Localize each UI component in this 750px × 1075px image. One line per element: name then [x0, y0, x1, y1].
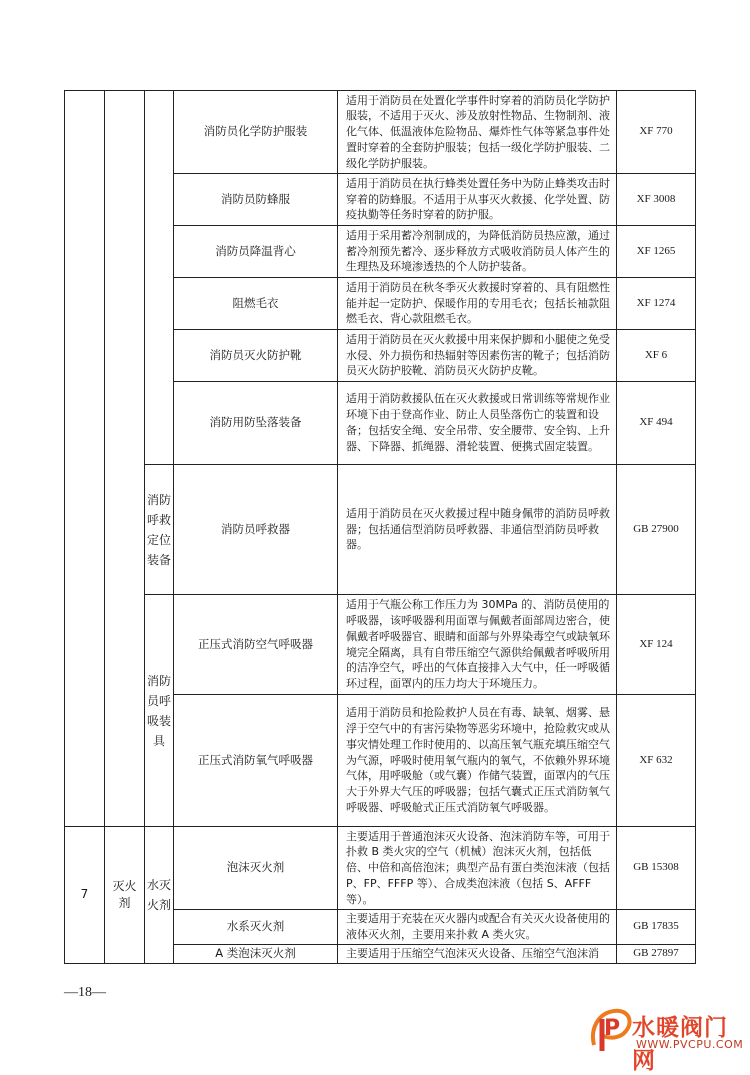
- standard-code: GB 15308: [617, 827, 696, 910]
- standard-code: XF 494: [617, 382, 696, 465]
- subcategory-cell: 消防呼救定位装备: [145, 465, 174, 595]
- table-row: [65, 91, 696, 174]
- table-row: [65, 827, 696, 910]
- standard-code: GB 27897: [617, 945, 696, 964]
- product-name: 消防员化学防护服装: [174, 91, 338, 174]
- standard-code: XF 6: [617, 330, 696, 382]
- standard-code: XF 3008: [617, 174, 696, 226]
- product-name: 阻燃毛衣: [174, 278, 338, 330]
- product-description: 适用于消防员在执行蜂类处置任务中为防止蜂类攻击时穿着的防蜂服。不适用于从事灭火救援、化学处置、防疫执勤等任务时穿着的防护服。: [338, 174, 617, 226]
- product-name: 消防员灭火防护靴: [174, 330, 338, 382]
- product-name: A 类泡沫灭火剂: [174, 945, 338, 964]
- standard-code: XF 770: [617, 91, 696, 174]
- svg-text:P: P: [604, 1016, 621, 1041]
- standard-code: XF 124: [617, 595, 696, 695]
- subcategory-cell: 消防员呼吸装具: [145, 595, 174, 827]
- product-name: 正压式消防空气呼吸器: [174, 595, 338, 695]
- product-name: 消防员防蜂服: [174, 174, 338, 226]
- category-cell: [105, 91, 145, 827]
- item-number-cell: 7: [65, 827, 105, 964]
- product-description: 主要适用于普通泡沫灭火设备、泡沫消防车等，可用于扑救 B 类火灾的空气（机械）泡沫灭火剂，包括低倍、中倍和高倍泡沫；典型产品有蛋白类泡沫液（包括 P、FP、FFFP 等）、合成类泡沫液（包括 S、AFFF 等）。: [338, 827, 617, 910]
- category-cell: 灭火剂: [105, 827, 145, 964]
- product-description: 主要适用于压缩空气泡沫灭火设备、压缩空气泡沫消: [338, 945, 617, 964]
- product-description: 适用于消防员在灭火救援过程中随身佩带的消防员呼救器；包括通信型消防员呼救器、非通信型消防员呼救器。: [338, 465, 617, 595]
- product-name: 消防员呼救器: [174, 465, 338, 595]
- product-description: 适用于消防救援队伍在灭火救援或日常训练等常规作业环境下由于登高作业、防止人员坠落伤亡的装置和设备；包括安全绳、安全吊带、安全腰带、安全钩、上升器、下降器、抓绳器、滑轮装置、便携式固定装置。: [338, 382, 617, 465]
- product-description: 适用于消防员在秋冬季灭火救援时穿着的、具有阻燃性能并起一定防护、保暖作用的专用毛衣；包括长袖款阻燃毛衣、背心款阻燃毛衣。: [338, 278, 617, 330]
- product-description: 适用于采用蓄冷剂制成的，为降低消防员热应激，通过蓄冷剂预先蓄冷、逐步释放方式吸收消防员人体产生的生理热及环境渗透热的个人防护装备。: [338, 226, 617, 278]
- subcategory-cell: [145, 91, 174, 465]
- standard-code: GB 17835: [617, 910, 696, 945]
- table-row: [65, 465, 696, 595]
- product-name: 正压式消防氧气呼吸器: [174, 695, 338, 827]
- product-name: 消防员降温背心: [174, 226, 338, 278]
- product-description: 适用于气瓶公称工作压力为 30MPa 的、消防员使用的呼吸器，该呼吸器利用面罩与佩戴者面部周边密合，使佩戴者呼吸器官、眼睛和面部与外界染毒空气或缺氧环境完全隔离，具有自带压缩空气源供给佩戴者呼吸所用的洁净空气，呼出的气体直接排入大气中，任一呼吸循环过程，面罩内的压力均大于环境压力。: [338, 595, 617, 695]
- product-description: 适用于消防员在灭火救援中用来保护脚和小腿使之免受水侵、外力损伤和热辐射等因素伤害的靴子；包括消防员灭火防护胶靴、消防员灭火防护皮靴。: [338, 330, 617, 382]
- watermark-url: WWW.PVCPU.COM: [636, 1038, 744, 1051]
- product-name: 泡沫灭火剂: [174, 827, 338, 910]
- p-logo-icon: [588, 1005, 634, 1055]
- site-watermark: [588, 1005, 748, 1074]
- product-description: 适用于消防员和抢险救护人员在有毒、缺氧、烟雾、悬浮于空气中的有害污染物等恶劣环境中，抢险救灾或从事灾情处理工作时使用的、以高压氧气瓶充填压缩空气为气源，呼吸时使用氧气瓶内的氧气，不依赖外界环境气体，用呼吸舱（或气囊）作储气装置，面罩内的气压大于外界大气压的呼吸器；包括气囊式正压式消防氧气呼吸器、呼吸舱式正压式消防氧气呼吸器。: [338, 695, 617, 827]
- standard-code: GB 27900: [617, 465, 696, 595]
- table-row: [65, 595, 696, 695]
- standards-table: [64, 90, 696, 964]
- subcategory-cell: 水灭火剂: [145, 827, 174, 964]
- watermark-site-name: 水暖阀门网: [632, 1015, 728, 1074]
- page-number: —18—: [64, 985, 106, 1000]
- product-description: 适用于消防员在处置化学事件时穿着的消防员化学防护服装，不适用于灭火、涉及放射性物品、生物制剂、液化气体、低温液体危险物品、爆炸性气体等紧急事件处置时穿着的全套防护服装；包括一级化学防护服装、二级化学防护服装。: [338, 91, 617, 174]
- standard-code: XF 1265: [617, 226, 696, 278]
- product-description: 主要适用于充装在灭火器内或配合有关灭火设备使用的液体灭火剂，主要用来扑救 A 类火灾。: [338, 910, 617, 945]
- product-name: 水系灭火剂: [174, 910, 338, 945]
- standard-code: XF 632: [617, 695, 696, 827]
- product-name: 消防用防坠落装备: [174, 382, 338, 465]
- item-number-cell: [65, 91, 105, 827]
- standard-code: XF 1274: [617, 278, 696, 330]
